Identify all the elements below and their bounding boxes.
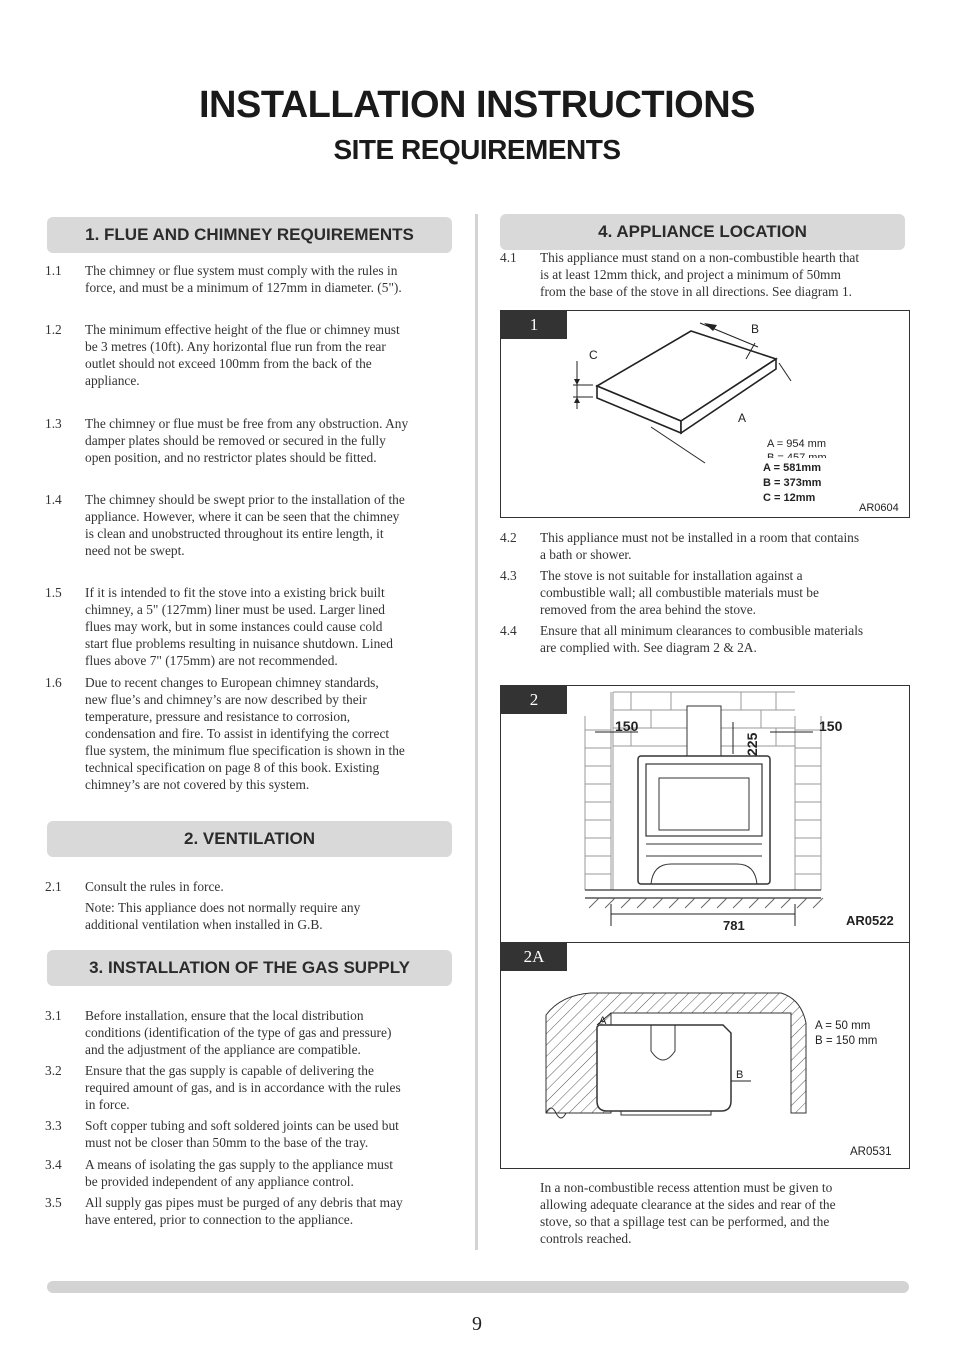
paragraph-line: are complied with. See diagram 2 & 2A. (540, 640, 757, 655)
paragraph-number: 4.2 (500, 530, 517, 545)
paragraph-number: 1.1 (45, 263, 62, 278)
paragraph-text (540, 622, 863, 656)
paragraph-line: removed from the area behind the stove. (540, 602, 757, 617)
paragraph-line: chimney’s are not covered by this system. (85, 777, 310, 792)
paragraph-line: Consult the rules in force. (85, 879, 224, 894)
paragraph-line: The chimney or flue system must comply with the rules in (85, 263, 398, 278)
paragraph-text (85, 584, 393, 669)
paragraph-line: in force. (85, 1097, 130, 1112)
paragraph-line: is at least 12mm thick, and project a minimum of 50mm (540, 267, 841, 282)
paragraph-number: 3.5 (45, 1195, 62, 1210)
paragraph-line: start flue problems resulting in nuisance shutdown. Lined (85, 636, 393, 651)
diagram-1-letter-a: A (738, 411, 747, 425)
paragraph-line: combustible wall; all combustible materials must be (540, 585, 819, 600)
stove-front-drawing (501, 686, 909, 942)
recess-note-text (540, 1179, 836, 1247)
paragraph-line: Ensure that all minimum clearances to combusible materials (540, 623, 864, 638)
paragraph-text (540, 529, 859, 563)
paragraph-line: need not be swept. (85, 543, 185, 558)
paragraph-text (85, 1194, 403, 1228)
paragraph-line: new flue’s and chimney’s are now described by their (85, 692, 367, 707)
paragraph-line: chimney, a 5" (127mm) liner must be used. Larger lined (85, 602, 385, 617)
paragraph-number: 1.6 (45, 675, 62, 690)
section-2-heading: 2. VENTILATION (47, 821, 452, 857)
paragraph-line: open position, and no restrictor plates should be fitted. (85, 450, 377, 465)
paragraph-line: additional ventilation when installed in G.B. (85, 917, 323, 932)
paragraph-line: The chimney or flue must be free from any obstruction. Any (85, 416, 409, 431)
paragraph-text (85, 674, 405, 793)
paragraph-line: be 3 metres (10ft). Any horizontal flue run from the rear (85, 339, 386, 354)
paragraph-line: appliance. (85, 373, 140, 388)
paragraph-line: flues may work, but in some instances could cause cold (85, 619, 383, 634)
paragraph-line: and the adjustment of the appliance are compatible. (85, 1042, 361, 1057)
diagram-1-letter-b: B (751, 322, 760, 336)
diagram-1-hearth (500, 310, 910, 518)
paragraph-line: If it is intended to fit the stove into a existing brick built (85, 585, 385, 600)
paragraph-line: A means of isolating the gas supply to the appliance must (85, 1157, 393, 1172)
paragraph-number: 2.1 (45, 879, 62, 894)
page-title: INSTALLATION INSTRUCTIONS (198, 84, 756, 126)
diagram-2a-letter-a: A (599, 1015, 607, 1027)
paragraph-text (85, 415, 408, 466)
paragraph-line: stove, so that a spillage test can be performed, and the (540, 1214, 830, 1229)
diagram-1-code: AR0604 (859, 502, 899, 514)
paragraph-text (540, 249, 859, 300)
section-4-heading: 4. APPLIANCE LOCATION (500, 214, 905, 250)
paragraph-number: 1.5 (45, 585, 62, 600)
diagram-2-right-clearance: 150 (819, 718, 843, 734)
section-1-heading: 1. FLUE AND CHIMNEY REQUIREMENTS (47, 217, 452, 253)
diagram-1-new-a: A = 581mm (763, 462, 821, 474)
column-divider (475, 214, 478, 1250)
paragraph-number: 1.3 (45, 416, 62, 431)
paragraph-text (540, 567, 819, 618)
diagram-2-clearances (500, 685, 910, 943)
paragraph-text (85, 1007, 391, 1058)
paragraph-text (85, 878, 224, 895)
paragraph-line: technical specification on page 8 of this book. Existing (85, 760, 380, 775)
diagram-2a-legend-a: A = 50 mm (815, 1020, 871, 1032)
diagram-2a-letter-b: B (736, 1069, 744, 1081)
paragraph-line: Note: This appliance does not normally require any (85, 900, 361, 915)
paragraph-line: Due to recent changes to European chimney standards, (85, 675, 379, 690)
paragraph-text (85, 899, 360, 933)
diagram-2a-label: 2A (501, 943, 567, 971)
paragraph-line: is clean and unobstructed throughout its entire length, it (85, 526, 384, 541)
paragraph-number: 4.4 (500, 623, 517, 638)
diagram-1-label: 1 (501, 311, 567, 339)
paragraph-text (85, 1117, 399, 1151)
paragraph-line: force, and must be a minimum of 127mm in diameter. (5"). (85, 280, 402, 295)
paragraph-line: be provided independent of any appliance control. (85, 1174, 354, 1189)
paragraph-line: Ensure that the gas supply is capable of delivering the (85, 1063, 374, 1078)
paragraph-line: must not be closer than 50mm to the base of the tray. (85, 1135, 369, 1150)
paragraph-number: 3.2 (45, 1063, 62, 1078)
page-number: 9 (472, 1313, 482, 1335)
paragraph-number: 1.2 (45, 322, 62, 337)
paragraph-line: required amount of gas, and is in accordance with the rules (85, 1080, 401, 1095)
paragraph-line: allowing adequate clearance at the sides and rear of the (540, 1197, 836, 1212)
paragraph-line: Before installation, ensure that the local distribution (85, 1008, 364, 1023)
paragraph-number: 3.1 (45, 1008, 62, 1023)
paragraph-number: 3.3 (45, 1118, 62, 1133)
diagram-1-old-a: A = 954 mm (767, 438, 827, 450)
diagram-2a-legend-b: B = 150 mm (815, 1035, 878, 1047)
paragraph-text (85, 1156, 393, 1190)
diagram-2a-code: AR0531 (850, 1146, 892, 1158)
paragraph-line: controls reached. (540, 1231, 632, 1246)
footer-bar (47, 1281, 909, 1293)
diagram-2-width: 781 (723, 918, 745, 933)
paragraph-line: All supply gas pipes must be purged of any debris that may (85, 1195, 403, 1210)
paragraph-line: The chimney should be swept prior to the installation of the (85, 492, 405, 507)
diagram-2-left-clearance: 150 (615, 718, 639, 734)
paragraph-number: 4.1 (500, 250, 517, 265)
paragraph-number: 1.4 (45, 492, 62, 507)
paragraph-line: This appliance must stand on a non-combustible hearth that (540, 250, 860, 265)
diagram-1-new-c: C = 12mm (763, 492, 816, 504)
page-subtitle: SITE REQUIREMENTS (333, 134, 621, 165)
paragraph-line: flues above 7" (175mm) are not recommended. (85, 653, 338, 668)
diagram-1-letter-c: C (589, 348, 598, 362)
paragraph-line: The stove is not suitable for installation against a (540, 568, 803, 583)
paragraph-number: 3.4 (45, 1157, 62, 1172)
hearth-drawing (501, 311, 909, 517)
diagram-1-new-b: B = 373mm (763, 477, 822, 489)
paragraph-text (85, 491, 405, 559)
paragraph-line: a bath or shower. (540, 547, 632, 562)
paragraph-line: damper plates should be removed or secured in the fully (85, 433, 386, 448)
paragraph-line: In a non-combustible recess attention must be given to (540, 1180, 833, 1195)
diagram-2-code: AR0522 (846, 913, 894, 928)
paragraph-line: have entered, prior to connection to the appliance. (85, 1212, 354, 1227)
paragraph-text (85, 321, 400, 389)
recess-plan-drawing (501, 943, 909, 1168)
paragraph-line: from the base of the stove in all directions. See diagram 1. (540, 284, 852, 299)
diagram-2a-recess (500, 942, 910, 1169)
paragraph-line: condensation and fire. To assist in identifying the correct (85, 726, 390, 741)
paragraph-line: temperature, pressure and resistance to corrosion, (85, 709, 351, 724)
paragraph-line: conditions (identification of the type of gas and pressure) (85, 1025, 392, 1040)
paragraph-line: outlet should not exceed 100mm from the back of the (85, 356, 372, 371)
paragraph-line: flue system, the minimum flue specification is shown in the (85, 743, 405, 758)
paragraph-text (85, 262, 402, 296)
paragraph-line: appliance. However, where it can be seen that the chimney (85, 509, 400, 524)
paragraph-line: This appliance must not be installed in a room that contains (540, 530, 860, 545)
diagram-2-top-clearance: 225 (744, 732, 760, 756)
section-3-heading: 3. INSTALLATION OF THE GAS SUPPLY (47, 950, 452, 986)
paragraph-text (85, 1062, 401, 1113)
paragraph-line: The minimum effective height of the flue or chimney must (85, 322, 400, 337)
diagram-2-label: 2 (501, 686, 567, 714)
paragraph-line: Soft copper tubing and soft soldered joints can be used but (85, 1118, 399, 1133)
paragraph-number: 4.3 (500, 568, 517, 583)
